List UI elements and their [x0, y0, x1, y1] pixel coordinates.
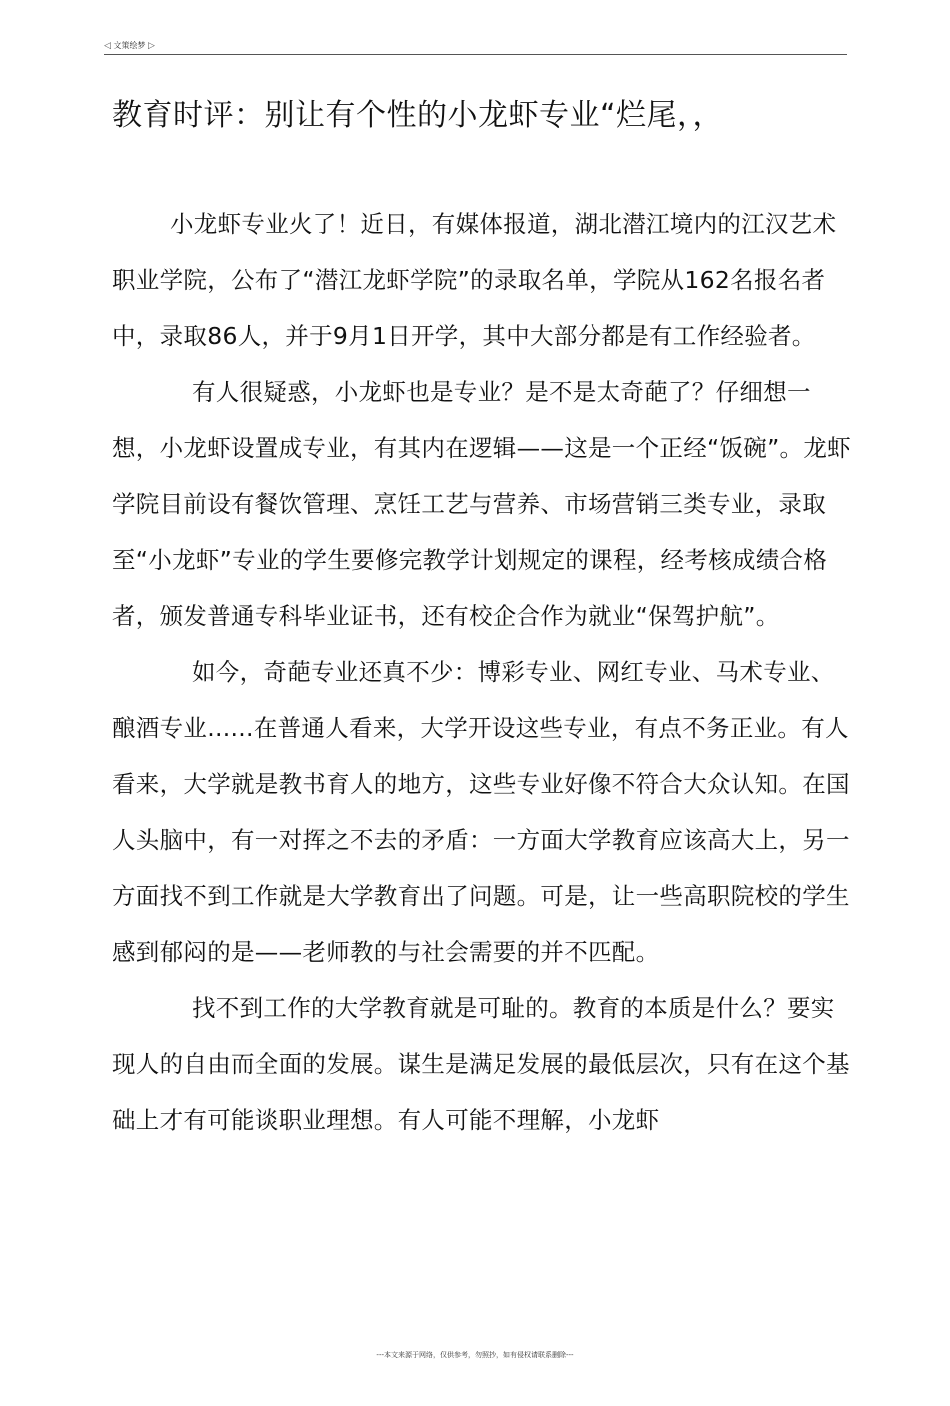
right-triangle-icon: ▷	[148, 41, 155, 51]
paragraph-3: 如今，奇葩专业还真不少：博彩专业、网红专业、马术专业、酿酒专业......在普通人看来，大学开设这些专业，有点不务正业。有人看来，大学就是教书育人的地方，这些专业好像不符合大众认知。在国人头脑中，有一对挥之不去的矛盾：一方面大学教育应该高大上，另一方面找不到工作就是大学教育出了问题。可是，让一些高职院校的学生感到郁闷的是——老师教的与社会需要的并不匹配。	[112, 658, 850, 966]
header-text: 文策绘梦	[113, 41, 146, 50]
paragraph-4: 找不到工作的大学教育就是可耻的。教育的本质是什么？要实现人的自由而全面的发展。谋生是满足发展的最低层次，只有在这个基础上才有可能谈职业理想。有人可能不理解，小龙虾	[112, 994, 850, 1134]
left-triangle-icon: ◁	[104, 41, 111, 51]
article-body	[112, 196, 852, 1148]
paragraph-2: 有人很疑惑，小龙虾也是专业？是不是太奇葩了？仔细想一想，小龙虾设置成专业，有其内在逻辑——这是一个正经“饭碗”。龙虾学院目前设有餐饮管理、烹饪工艺与营养、市场营销三类专业，录取至“小龙虾”专业的学生要修完教学计划规定的课程，经考核成绩合格者，颁发普通专科毕业证书，还有校企合作为就业“保驾护航”。	[112, 378, 851, 630]
paragraph-1: 小龙虾专业火了！近日，有媒体报道，湖北潜江境内的江汉艺术职业学院，公布了“潜江龙虾学院”的录取名单，学院从162名报名者中，录取86人，并于9月1日开学，其中大部分都是有工作经验者。	[112, 210, 837, 350]
article-title: 教育时评：别让有个性的小龙虾专业“烂尾，，	[112, 98, 724, 133]
page-header	[104, 40, 847, 55]
page-footer: ---本文来源于网络，仅供参考，勿照抄，如有侵权请联系删除---	[376, 1351, 574, 1359]
